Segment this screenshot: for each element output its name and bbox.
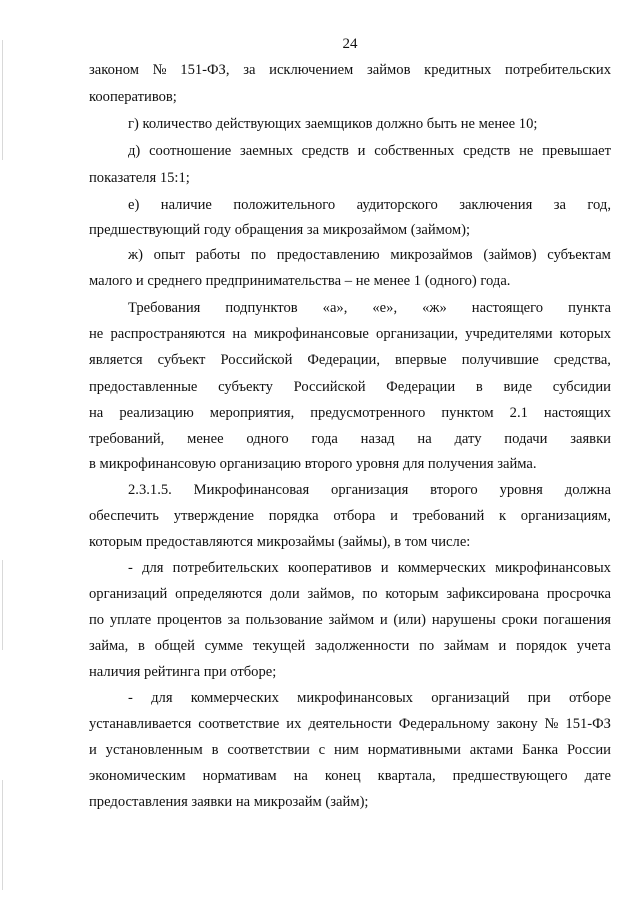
- text-line: малого и среднего предпринимательства – не менее 1 (одного) года.: [89, 273, 511, 289]
- text-word: которым: [385, 586, 439, 602]
- text-word: мероприятия,: [209, 405, 295, 421]
- text-word: доли: [270, 586, 300, 602]
- text-word: требований,: [89, 431, 165, 447]
- text-word: менее: [187, 431, 224, 447]
- text-line: в микрофинансовую организацию второго уровня для получения займа.: [89, 456, 537, 472]
- text-line: кооперативов;: [89, 89, 177, 105]
- text-word: организации,: [376, 326, 459, 342]
- text-word: наличие: [160, 197, 212, 213]
- text-word: организациям,: [520, 508, 611, 524]
- text-word: закону: [496, 716, 538, 732]
- text-word: Требования: [128, 300, 201, 316]
- text-word: России: [566, 742, 611, 758]
- text-word: и: [498, 638, 507, 654]
- text-word: организация: [331, 482, 409, 498]
- text-line: [89, 767, 611, 785]
- text-word: коммерческих: [190, 690, 279, 706]
- text-word: Банка: [522, 742, 559, 758]
- text-word: Российской: [220, 352, 293, 368]
- text-word: второго: [430, 482, 478, 498]
- text-line: [128, 142, 611, 160]
- text-word: превышает: [542, 143, 611, 159]
- text-word: организаций: [431, 690, 510, 706]
- text-word: за: [553, 197, 566, 213]
- text-word: соотношение: [149, 143, 232, 159]
- text-word: (займов): [483, 247, 537, 263]
- text-word: и: [89, 742, 97, 758]
- text-word: потребительских: [505, 62, 611, 78]
- text-word: назад: [360, 431, 395, 447]
- text-word: аудиторского: [356, 197, 438, 213]
- text-line: [128, 559, 611, 577]
- text-word: средств: [301, 143, 349, 159]
- text-word: потребительских: [172, 560, 279, 576]
- text-word: деятельности: [308, 716, 392, 732]
- text-word: е): [128, 197, 140, 213]
- text-word: актами: [469, 742, 514, 758]
- text-word: получившие: [461, 352, 539, 368]
- text-word: порядка: [268, 508, 319, 524]
- text-word: в: [211, 742, 219, 758]
- text-word: средства,: [553, 352, 611, 368]
- text-word: №: [152, 62, 167, 78]
- text-line: наличия рейтинга при отборе;: [89, 664, 277, 680]
- text-word: является: [89, 352, 143, 368]
- text-word: Федерации,: [307, 352, 380, 368]
- text-line: [89, 61, 611, 79]
- text-word: предшествующего: [452, 768, 568, 784]
- text-line: [89, 351, 611, 369]
- text-word: «ж»: [422, 300, 447, 316]
- text-line: [89, 741, 611, 759]
- text-word: по: [89, 612, 105, 628]
- text-word: пользование: [245, 612, 323, 628]
- text-word: погашения: [543, 612, 611, 628]
- text-word: по: [250, 247, 267, 263]
- text-word: требований: [412, 508, 485, 524]
- text-word: на: [417, 431, 432, 447]
- text-word: которых: [559, 326, 611, 342]
- text-word: предусмотренного: [310, 405, 426, 421]
- text-line: которым предоставляются микрозаймы (займы), в том числе:: [89, 534, 471, 550]
- text-word: на: [232, 326, 247, 342]
- text-word: пунктом: [441, 405, 494, 421]
- text-word: обеспечить: [89, 508, 159, 524]
- text-word: 151-ФЗ,: [180, 62, 230, 78]
- text-word: их: [286, 716, 302, 732]
- text-word: и: [390, 508, 398, 524]
- text-word: за: [227, 612, 240, 628]
- text-word: подачи: [504, 431, 548, 447]
- text-word: предоставленные: [89, 379, 198, 395]
- text-word: сумме: [204, 638, 243, 654]
- text-word: займов,: [307, 586, 355, 602]
- scan-edge-line: [2, 780, 3, 890]
- text-word: к: [498, 508, 507, 524]
- text-word: Российской: [293, 379, 366, 395]
- text-word: квартала,: [377, 768, 436, 784]
- text-word: настоящих: [543, 405, 611, 421]
- text-word: подпунктов: [225, 300, 298, 316]
- text-word: должна: [564, 482, 611, 498]
- text-word: нормативными: [367, 742, 461, 758]
- text-word: (или): [393, 612, 427, 628]
- text-word: сроки: [501, 612, 538, 628]
- text-line: [89, 404, 611, 422]
- text-word: заключения: [459, 197, 533, 213]
- text-word: для: [142, 560, 164, 576]
- text-word: средств: [463, 143, 511, 159]
- page-number: 24: [342, 36, 358, 52]
- text-word: зафиксирована: [446, 586, 540, 602]
- text-word: одного: [246, 431, 289, 447]
- text-line: показателя 15:1;: [89, 170, 190, 186]
- text-word: Федеральному: [398, 716, 490, 732]
- text-word: распространяются: [110, 326, 226, 342]
- text-word: на: [89, 405, 104, 421]
- text-word: дате: [584, 768, 611, 784]
- text-word: исключением: [269, 62, 354, 78]
- text-word: 2.1: [509, 405, 528, 421]
- text-word: микрозаймов: [390, 247, 473, 263]
- text-word: в: [475, 379, 483, 395]
- text-line: [89, 507, 611, 525]
- text-line: предоставления заявки на микрозайм (займ);: [89, 794, 369, 810]
- text-word: порядок: [516, 638, 567, 654]
- text-word: задолженности: [314, 638, 410, 654]
- text-word: отборе: [568, 690, 611, 706]
- text-word: реализацию: [119, 405, 194, 421]
- text-word: займом: [328, 612, 375, 628]
- text-word: организаций: [89, 586, 168, 602]
- text-word: устанавливается: [89, 716, 192, 732]
- text-word: №: [544, 716, 559, 732]
- text-word: не: [519, 143, 534, 159]
- text-word: субсидии: [552, 379, 611, 395]
- text-word: -: [128, 690, 133, 706]
- text-word: года: [311, 431, 338, 447]
- text-word: субъектам: [547, 247, 611, 263]
- text-word: процентов: [157, 612, 222, 628]
- text-line: [128, 196, 611, 214]
- text-line: [128, 481, 611, 499]
- text-line: [89, 715, 611, 733]
- text-word: текущей: [252, 638, 306, 654]
- text-word: и: [380, 560, 389, 576]
- text-word: при: [527, 690, 551, 706]
- text-word: утверждение: [173, 508, 255, 524]
- text-word: микрофинансовых: [495, 560, 611, 576]
- text-word: за: [243, 62, 256, 78]
- text-word: нарушены: [431, 612, 496, 628]
- text-word: не: [89, 326, 104, 342]
- text-word: по: [362, 586, 378, 602]
- text-line: [89, 325, 611, 343]
- text-word: кооперативов: [287, 560, 372, 576]
- text-word: микрофинансовые: [253, 326, 369, 342]
- text-word: заявки: [570, 431, 611, 447]
- text-word: нормативам: [202, 768, 277, 784]
- text-line: [89, 637, 611, 655]
- text-word: «а»,: [322, 300, 348, 316]
- text-word: займа,: [89, 638, 129, 654]
- text-word: на: [293, 768, 308, 784]
- text-word: и: [357, 143, 366, 159]
- text-line: [89, 611, 611, 629]
- text-word: предоставлению: [276, 247, 380, 263]
- text-line: г) количество действующих заемщиков должно быть не менее 10;: [128, 116, 538, 132]
- text-line: [128, 246, 611, 264]
- text-word: впервые: [395, 352, 447, 368]
- text-word: год,: [587, 197, 611, 213]
- text-word: соответствие: [198, 716, 280, 732]
- text-word: Федерации: [386, 379, 456, 395]
- text-word: 2.3.1.5.: [128, 482, 172, 498]
- text-word: работы: [195, 247, 241, 263]
- text-word: ним: [334, 742, 359, 758]
- text-word: микрофинансовых: [297, 690, 413, 706]
- text-word: конец: [324, 768, 361, 784]
- text-line: [128, 299, 611, 317]
- text-word: заемных: [240, 143, 293, 159]
- text-word: законом: [89, 62, 139, 78]
- text-word: 151-ФЗ: [565, 716, 611, 732]
- text-line: [128, 689, 611, 707]
- text-line: [89, 430, 611, 448]
- text-word: субъекту: [218, 379, 273, 395]
- text-word: займам: [443, 638, 489, 654]
- text-word: коммерческих: [397, 560, 486, 576]
- text-word: установленным: [105, 742, 203, 758]
- scan-edge-line: [2, 560, 3, 650]
- text-word: экономическим: [89, 768, 186, 784]
- text-word: Микрофинансовая: [193, 482, 310, 498]
- text-word: уровня: [499, 482, 543, 498]
- text-word: соответствии: [227, 742, 310, 758]
- text-word: уплате: [109, 612, 152, 628]
- text-line: [89, 378, 611, 396]
- text-word: определяются: [175, 586, 263, 602]
- text-word: отбора: [333, 508, 376, 524]
- text-line: предшествующий году обращения за микрозаймом (займом);: [89, 222, 471, 238]
- text-word: положительного: [233, 197, 336, 213]
- text-word: по: [419, 638, 435, 654]
- text-line: [89, 585, 611, 603]
- text-word: общей: [154, 638, 195, 654]
- text-word: для: [151, 690, 173, 706]
- text-word: настоящего: [471, 300, 544, 316]
- text-word: учета: [576, 638, 611, 654]
- text-word: и: [379, 612, 388, 628]
- text-word: виде: [503, 379, 533, 395]
- text-word: с: [318, 742, 326, 758]
- text-word: учредителями: [465, 326, 553, 342]
- text-word: -: [128, 560, 133, 576]
- text-word: кредитных: [424, 62, 492, 78]
- text-word: собственных: [374, 143, 455, 159]
- text-word: пункта: [568, 300, 611, 316]
- text-word: «е»,: [372, 300, 398, 316]
- text-word: ж): [128, 247, 143, 263]
- text-word: опыт: [153, 247, 185, 263]
- text-word: д): [128, 143, 141, 159]
- text-word: просрочка: [546, 586, 611, 602]
- text-word: субъект: [157, 352, 206, 368]
- text-word: дату: [454, 431, 482, 447]
- scan-edge-line: [2, 40, 3, 160]
- text-word: займов: [366, 62, 411, 78]
- text-word: в: [138, 638, 145, 654]
